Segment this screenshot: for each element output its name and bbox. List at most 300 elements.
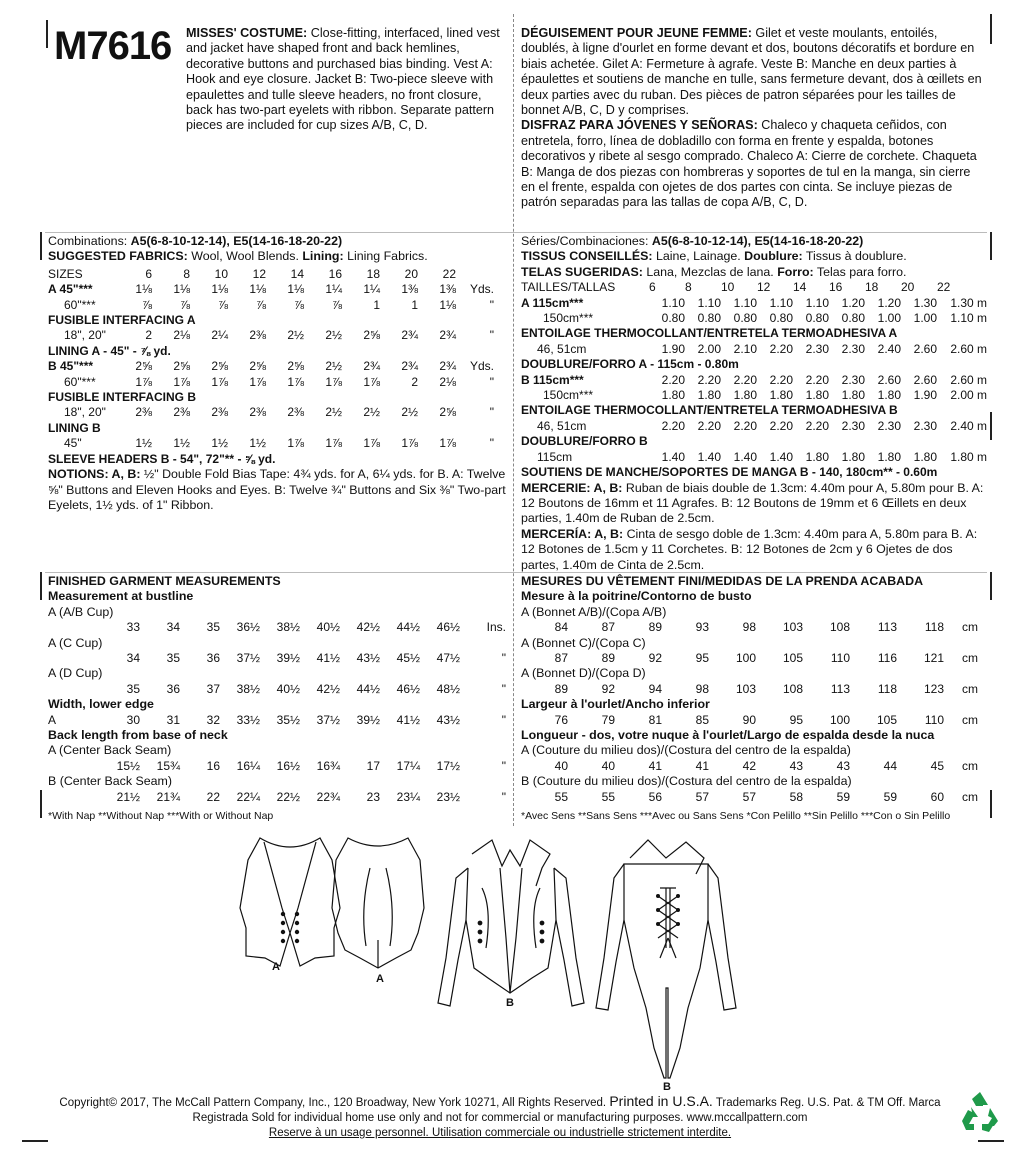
unit-cell: " (489, 328, 494, 343)
unit-cell: Yds. (469, 359, 494, 374)
table-cell: 2⅝ (135, 359, 152, 374)
table-cell: 1⅞ (363, 436, 380, 451)
table-cell: 2⅜ (173, 405, 190, 420)
table-cell: 1.80 (877, 449, 901, 464)
table-cell: 1.10 (769, 295, 793, 310)
table-cell: 15½ (116, 758, 140, 773)
table-cell: 1⅛ (439, 297, 456, 312)
table-cell: 105 (876, 712, 897, 727)
telas-value: Lana, Mezclas de lana. (646, 264, 774, 279)
merceria-text: Cinta de sesgo doble de 1.3cm: 4.40m para A, 5.80m para B. A: 12 Botones de 1.5cm y 11 Corchetes. B: 12 Botones de 2cm y 6 Ojetes de dos partes, 1.40m de Cinta de 2.5cm. (521, 526, 978, 572)
table-cell: 121 (923, 651, 944, 666)
fr-measure-row-ab (521, 620, 978, 635)
table-cell: 85 (695, 712, 709, 727)
table-cell: 1⅞ (287, 436, 304, 451)
vest-front-drawing (240, 838, 340, 966)
doublure-value: Tissus à doublure. (805, 249, 907, 264)
table-cell: 2.20 (805, 418, 829, 433)
english-body: Close-fitting, interfaced, lined vest and jacket have shaped front and back hemlines, decorative buttons and purchased bias binding. Vest A: Hook and eye closure. Jacket B: Two-piece sleeve with epaulettes and tulle sleeve headers, no front closure, back has two-part eyelets with ribbon. Separate pattern pieces are included for cup sizes A/B, C, D. (186, 26, 500, 133)
table-cell: 2½ (363, 405, 380, 420)
table-cell: 2¾ (401, 359, 418, 374)
table-cell: 2.30 (877, 418, 901, 433)
table-cell: 57 (742, 789, 756, 804)
table-cell: 2 (145, 328, 152, 343)
table-cell: 100 (829, 712, 850, 727)
table-cell: 1⅞ (173, 374, 190, 389)
unit-cell: " (489, 405, 494, 420)
yardage-table (48, 267, 494, 467)
table-cell: 1.80 (661, 388, 685, 403)
fr-combinations-label: Séries/Combinaciones: (521, 234, 649, 248)
table-cell: 2.20 (697, 418, 721, 433)
metrage-row-a115: A 115cm*** 1.10 1.10 1.10 1.10 1.10 1.20 1.20 1.30 1.30 m (521, 295, 987, 310)
spanish-title: DISFRAZ PARA JÓVENES Y SEÑORAS: (521, 118, 758, 133)
table-cell: 2.30 (805, 341, 829, 356)
table-cell: 89 (554, 681, 568, 696)
doublure-b-heading: DOUBLURE/FORRO B (521, 434, 648, 449)
table-cell: 18 (366, 266, 380, 281)
metrage-table (521, 280, 987, 480)
table-cell: 0.80 (841, 311, 865, 326)
yardage-row-a45: A 45"*** 1⅛ 1⅛ 1⅛ 1⅛ 1⅛ 1¼ 1¼ 1⅜ 1⅜ Yds. (48, 282, 494, 297)
fr-measure-row-c (521, 651, 978, 666)
french-title: DÉGUISEMENT POUR JEUNE FEMME: (521, 26, 752, 40)
usage-notice: Registrada Sold for individual home use only and not for commercial or manufacturing purposes. www.mccallpattern.com (192, 1112, 808, 1124)
table-cell: 84 (554, 620, 568, 635)
unit-cell: " (501, 651, 506, 666)
french-measurements (521, 574, 987, 825)
fr-cup-ab-label: A (Bonnet A/B)/(Copa A/B) (521, 604, 667, 619)
table-cell: 48½ (436, 681, 460, 696)
metrage-row-b150: 150cm*** 1.80 1.80 1.80 1.80 1.80 1.80 1.80 1.90 2.00 m (543, 388, 987, 403)
table-cell: 2⅜ (135, 405, 152, 420)
table-cell: 32 (206, 712, 220, 727)
table-cell: 98 (695, 681, 709, 696)
table-cell: 38½ (276, 620, 300, 635)
table-cell: 1.80 (769, 388, 793, 403)
table-cell: 36½ (236, 620, 260, 635)
jacket-front-label: B (506, 997, 514, 1009)
unit-cell: " (489, 374, 494, 389)
table-cell: 81 (648, 712, 662, 727)
table-cell: 2.20 (733, 372, 757, 387)
table-cell: 39½ (276, 651, 300, 666)
table-cell: 12 (252, 266, 266, 281)
table-cell: 79 (601, 712, 615, 727)
table-cell: 0.80 (661, 311, 685, 326)
crop-mark (978, 1140, 1004, 1142)
table-cell: 2⅜ (249, 405, 266, 420)
table-cell: 2⅝ (249, 359, 266, 374)
table-cell: 36 (206, 651, 220, 666)
printed-in-text: Printed in U.S.A. (609, 1093, 713, 1109)
table-cell: 56 (648, 789, 662, 804)
table-cell: 20 (901, 280, 915, 295)
unit-cell: cm (962, 758, 978, 773)
telas-label: TELAS SUGERIDAS: (521, 264, 643, 279)
metrage-row-ent-a: 46, 51cm 1.90 2.00 2.10 2.20 2.30 2.30 2.40 2.60 2.60 m (537, 341, 987, 356)
table-cell: 37 (206, 681, 220, 696)
table-cell: 33½ (236, 712, 260, 727)
table-cell: 22 (937, 280, 951, 295)
table-cell: 113 (830, 681, 850, 696)
table-cell: 31 (166, 712, 180, 727)
table-cell: ⅞ (217, 297, 228, 312)
french-fabric-section (521, 234, 987, 573)
table-cell: 16 (328, 266, 342, 281)
table-cell: 22¾ (316, 789, 340, 804)
table-cell: 45 (930, 758, 944, 773)
crop-mark (990, 232, 992, 260)
table-cell: 2⅝ (287, 359, 304, 374)
measure-row-back-a (48, 759, 506, 774)
table-cell: ⅞ (141, 297, 152, 312)
table-cell: 90 (742, 712, 756, 727)
table-cell: 34 (166, 620, 180, 635)
table-cell: 20 (404, 266, 418, 281)
table-cell: 94 (648, 681, 662, 696)
cup-ab-label: A (A/B Cup) (48, 604, 114, 619)
vest-front-label: A (272, 961, 280, 973)
table-cell: 43 (789, 758, 803, 773)
fr-width-heading: Largeur à l'ourlet/Ancho inferior (521, 697, 710, 712)
table-cell: 44½ (356, 681, 380, 696)
unit-cell: cm (962, 712, 978, 727)
table-cell: 110 (924, 712, 944, 727)
metrage-row-b115: B 115cm*** 2.20 2.20 2.20 2.20 2.20 2.30 2.60 2.60 2.60 m (521, 372, 987, 387)
table-cell: 21¾ (156, 789, 180, 804)
table-cell: 1½ (173, 436, 190, 451)
table-cell: 22¼ (236, 789, 260, 804)
table-cell: 42½ (356, 620, 380, 635)
table-cell: 16¼ (236, 758, 260, 773)
measure-row-d (48, 682, 506, 697)
table-cell: 40 (554, 758, 568, 773)
fusible-interfacing-a-heading: FUSIBLE INTERFACING A (48, 313, 196, 328)
yardage-row-fia: 18", 20" 2 2⅛ 2¼ 2⅜ 2½ 2½ 2⅝ 2¾ 2¾ " (64, 328, 494, 343)
table-cell: 2½ (325, 359, 342, 374)
table-cell: 2.40 m (950, 418, 987, 433)
table-cell: 16¾ (316, 758, 340, 773)
entoilage-b-heading: ENTOILAGE THERMOCOLLANT/ENTRETELA TERMOADHESIVA B (521, 403, 898, 418)
table-cell: 1.20 (877, 295, 901, 310)
table-cell: 2.30 (841, 341, 865, 356)
table-cell: 6 (649, 280, 656, 295)
table-cell: 103 (735, 681, 756, 696)
lining-b-heading: LINING B (48, 420, 101, 435)
table-cell: 1⅞ (211, 374, 228, 389)
notions-text: ½" Double Fold Bias Tape: 4¾ yds. for A, 6¼ yds. for B. A: Twelve ⅝" Buttons and Eleven Hooks and Eyes. B: Twelve ¾" Buttons and Six ⅜" Two-part Eyelets, 1½ yds. of 1" Ribbon. (48, 467, 506, 512)
sizes-row: SIZES 6 8 10 12 14 16 18 20 22 (48, 266, 456, 281)
table-cell: 37½ (236, 651, 260, 666)
fr-combinations-value: A5(6-8-10-12-14), E5(14-16-18-20-22) (651, 234, 864, 248)
table-cell: 1⅜ (439, 282, 456, 297)
back-a-label: A (Center Back Seam) (48, 743, 172, 758)
table-cell: 2.20 (661, 372, 685, 387)
lining-fabrics: Lining Fabrics. (347, 249, 428, 264)
table-cell: 23¼ (396, 789, 420, 804)
table-cell: 2½ (325, 405, 342, 420)
vest-back-drawing (332, 838, 424, 968)
yardage-row-fib: 18", 20" 2⅜ 2⅜ 2⅜ 2⅜ 2⅜ 2½ 2½ 2½ 2⅝ " (64, 405, 494, 420)
table-cell: 2.30 (913, 418, 937, 433)
table-cell: 44½ (396, 620, 420, 635)
table-cell: 35 (126, 681, 140, 696)
table-cell: 42 (742, 758, 756, 773)
table-cell: 1⅞ (439, 436, 456, 451)
fr-measure-row-width (521, 713, 978, 728)
table-cell: 22 (442, 266, 456, 281)
table-cell: 2¾ (363, 359, 380, 374)
back-length-heading: Back length from base of neck (48, 728, 228, 743)
table-cell: ⅞ (331, 297, 342, 312)
measure-row-c (48, 651, 506, 666)
fr-bust-heading: Mesure à la poitrine/Contorno de busto (521, 589, 752, 604)
unit-cell: cm (962, 681, 978, 696)
mercerie-text: Ruban de biais double de 1.3cm: 4.40m pour A, 5.80m pour B. A: 12 Boutons de 16mm et 11 Agrafes. B: 12 Boutons de 19mm et 6 Œillets en deux parties, 1.40m de Ruban de 2.5cm. (521, 480, 984, 526)
crop-mark (990, 14, 992, 44)
table-cell: 2¾ (401, 328, 418, 343)
metrage-row-doublure-b: 115cm 1.40 1.40 1.40 1.40 1.80 1.80 1.80 1.80 1.80 m (537, 449, 987, 464)
table-cell: 59 (836, 789, 850, 804)
table-cell: 60 (930, 789, 944, 804)
sleeve-headers-note: SLEEVE HEADERS B - 54", 72"** - ⅝ yd. (48, 451, 276, 466)
table-cell: 2⅜ (249, 328, 266, 343)
english-measurements (48, 574, 510, 825)
table-cell: 1 (373, 297, 380, 312)
suggested-fabrics: Wool, Wool Blends. (191, 249, 299, 264)
yardage-row-a60: 60"*** ⅞ ⅞ ⅞ ⅞ ⅞ ⅞ 1 1 1⅛ " (64, 297, 494, 312)
crop-mark (40, 232, 42, 260)
table-cell: 22½ (276, 789, 300, 804)
table-cell: 92 (648, 651, 662, 666)
table-cell: ⅞ (179, 297, 190, 312)
metrage-row-a150: 150cm*** 0.80 0.80 0.80 0.80 0.80 0.80 1.00 1.00 1.10 m (543, 311, 987, 326)
table-cell: 2⅝ (439, 405, 456, 420)
table-cell: 2.30 (841, 418, 865, 433)
table-cell: 108 (829, 620, 850, 635)
table-cell: 2.20 (733, 418, 757, 433)
table-cell: 95 (789, 712, 803, 727)
notions-label: NOTIONS: A, B: (48, 467, 141, 482)
crop-mark (46, 20, 48, 48)
table-cell: 1.90 (661, 341, 685, 356)
table-cell: 2⅝ (173, 359, 190, 374)
table-cell: 6 (145, 266, 152, 281)
table-cell: 35 (166, 651, 180, 666)
english-title: MISSES' COSTUME: (186, 26, 308, 40)
table-cell: 98 (742, 620, 756, 635)
table-cell: 118 (877, 681, 897, 696)
table-cell: 1.10 (661, 295, 685, 310)
table-cell: 0.80 (769, 311, 793, 326)
table-cell: 105 (782, 651, 803, 666)
lining-label: Lining: (302, 249, 344, 264)
table-cell: 87 (554, 651, 568, 666)
table-cell: 12 (757, 280, 771, 295)
mercerie-label: MERCERIE: A, B: (521, 480, 623, 495)
table-cell: 1.80 (733, 388, 757, 403)
table-cell: 95 (695, 651, 709, 666)
unit-cell: " (501, 681, 506, 696)
table-cell: 40 (601, 758, 615, 773)
crop-mark (40, 790, 42, 818)
fr-measure-row-back-b (521, 790, 978, 805)
table-cell: 87 (601, 620, 615, 635)
entoilage-a-heading: ENTOILAGE THERMOCOLLANT/ENTRETELA TERMOADHESIVA A (521, 326, 898, 341)
table-cell: 2.30 (841, 372, 865, 387)
vest-back-label: A (376, 973, 384, 985)
suggested-fabrics-label: SUGGESTED FABRICS: (48, 249, 188, 264)
table-cell: 92 (601, 681, 615, 696)
cup-d-label: A (D Cup) (48, 666, 103, 681)
table-cell: 1.80 (877, 388, 901, 403)
trademark-text: Trademarks Reg. U.S. Pat. & TM Off. Marca (715, 1097, 941, 1109)
tissus-label: TISSUS CONSEILLÉS: (521, 249, 653, 264)
table-cell: 35 (206, 620, 220, 635)
crop-mark (40, 572, 42, 600)
table-cell: 113 (877, 620, 897, 635)
table-cell: 10 (721, 280, 735, 295)
table-cell: 2.20 (769, 341, 793, 356)
unit-cell: Ins. (486, 620, 506, 635)
table-cell: 110 (830, 651, 850, 666)
table-cell: 2⅛ (439, 374, 456, 389)
yardage-row-b60: 60"*** 1⅞ 1⅞ 1⅞ 1⅞ 1⅞ 1⅞ 1⅞ 2 2⅛ " (64, 374, 494, 389)
unit-cell: " (501, 758, 506, 773)
lining-a-note: LINING A - 45" - ⅞ yd. (48, 343, 171, 358)
forro-label: Forro: (777, 264, 814, 279)
measure-row-width: A 30 31 32 33½ 35½ 37½ 39½ 41½ 43½ " (48, 712, 506, 727)
jacket-front-drawing (438, 840, 584, 1006)
table-cell: 2¾ (439, 359, 456, 374)
table-cell: 1 (411, 297, 418, 312)
fr-back-a-label: A (Couture du milieu dos)/(Costura del centro de la espalda) (521, 743, 851, 758)
table-cell: 0.80 (733, 311, 757, 326)
table-cell: 42½ (316, 681, 340, 696)
fr-back-b-label: B (Couture du milieu dos)/(Costura del centro de la espalda) (521, 774, 852, 789)
table-cell: 116 (877, 651, 897, 666)
table-cell: 43 (836, 758, 850, 773)
tissus-value: Laine, Lainage. (655, 249, 741, 264)
table-cell: 40½ (276, 681, 300, 696)
unit-cell: cm (962, 789, 978, 804)
unit-cell: cm (962, 620, 978, 635)
doublure-a-note: DOUBLURE/FORRO A - 115cm - 0.80m (521, 357, 739, 372)
table-cell: 39½ (356, 712, 380, 727)
table-cell: 33 (126, 620, 140, 635)
table-cell: 1.30 (913, 295, 937, 310)
unit-cell: " (501, 712, 506, 727)
table-cell: 93 (695, 620, 709, 635)
unit-cell: " (501, 789, 506, 804)
table-cell: 1.80 (913, 449, 937, 464)
combinations-value: A5(6-8-10-12-14), E5(14-16-18-20-22) (130, 234, 343, 248)
table-cell: 1.10 m (950, 311, 987, 326)
table-cell: 57 (695, 789, 709, 804)
fr-back-heading: Longueur - dos, votre nuque à l'ourlet/Largo de espalda desde la nuca (521, 728, 935, 743)
table-cell: 10 (214, 266, 228, 281)
table-cell: 14 (290, 266, 304, 281)
table-cell: 8 (685, 280, 692, 295)
fusible-interfacing-b-heading: FUSIBLE INTERFACING B (48, 390, 197, 405)
table-cell: 1⅛ (287, 282, 304, 297)
fr-cup-c-label: A (Bonnet C)/(Copa C) (521, 635, 646, 650)
unit-cell: " (489, 436, 494, 451)
jacket-back-label: B (663, 1081, 671, 1090)
english-description (186, 26, 510, 134)
table-cell: 16½ (276, 758, 300, 773)
table-cell: 103 (782, 620, 803, 635)
crop-mark (990, 790, 992, 818)
soutiens-note: SOUTIENS DE MANCHE/SOPORTES DE MANGA B - 140, 180cm** - 0.60m (521, 465, 938, 480)
table-cell: 44 (883, 758, 897, 773)
table-cell: 2.60 m (950, 341, 987, 356)
table-cell: 2.10 (733, 341, 757, 356)
table-cell: 2⅛ (173, 328, 190, 343)
table-cell: 2.20 (769, 372, 793, 387)
table-cell: 1.90 (913, 388, 937, 403)
table-cell: 55 (601, 789, 615, 804)
table-cell: 108 (782, 681, 803, 696)
table-cell: 1.20 (841, 295, 865, 310)
table-cell: 2½ (325, 328, 342, 343)
table-cell: 1.10 (697, 295, 721, 310)
table-cell: 1.30 m (950, 295, 987, 310)
table-cell: 1.00 (913, 311, 937, 326)
table-cell: 35½ (276, 712, 300, 727)
table-cell: 34 (126, 651, 140, 666)
table-cell: 1.40 (769, 449, 793, 464)
nap-footnote: *With Nap **Without Nap ***With or Without Nap (48, 810, 274, 823)
table-cell: 2½ (287, 328, 304, 343)
table-cell: 1½ (211, 436, 228, 451)
table-cell: 1.40 (697, 449, 721, 464)
table-cell: 17½ (436, 758, 460, 773)
table-cell: 14 (793, 280, 807, 295)
table-cell: 2.60 (913, 372, 937, 387)
recycle-icon (958, 1090, 1002, 1136)
table-cell: 1⅞ (249, 374, 266, 389)
fr-measure-row-back-a (521, 759, 978, 774)
table-cell: 15¾ (156, 758, 180, 773)
table-cell: 41½ (316, 651, 340, 666)
unit-cell: Yds. (469, 282, 494, 297)
table-cell: 46½ (436, 620, 460, 635)
table-cell: 2.60 (877, 372, 901, 387)
table-cell: 2.20 (805, 372, 829, 387)
table-cell: 1.80 (841, 388, 865, 403)
table-cell: 43½ (356, 651, 380, 666)
table-cell: 1⅞ (287, 374, 304, 389)
table-cell: 16 (206, 758, 220, 773)
copyright-text: Copyright© 2017, The McCall Pattern Company, Inc., 120 Broadway, New York 10271, All Rights Reserved. (59, 1097, 607, 1109)
table-cell: 1⅞ (325, 374, 342, 389)
table-cell: 46½ (396, 681, 420, 696)
table-cell: 123 (923, 681, 944, 696)
pattern-number: M7616 (54, 24, 172, 68)
fr-measure-row-d (521, 682, 978, 697)
table-cell: 38½ (236, 681, 260, 696)
table-cell: 1.40 (661, 449, 685, 464)
table-cell: 2⅝ (363, 328, 380, 343)
table-cell: 45½ (396, 651, 420, 666)
measurements-heading: FINISHED GARMENT MEASUREMENTS (48, 574, 281, 588)
table-cell: 1⅛ (211, 282, 228, 297)
table-cell: 1⅛ (249, 282, 266, 297)
unit-cell: " (489, 297, 494, 312)
section-divider (45, 232, 987, 233)
